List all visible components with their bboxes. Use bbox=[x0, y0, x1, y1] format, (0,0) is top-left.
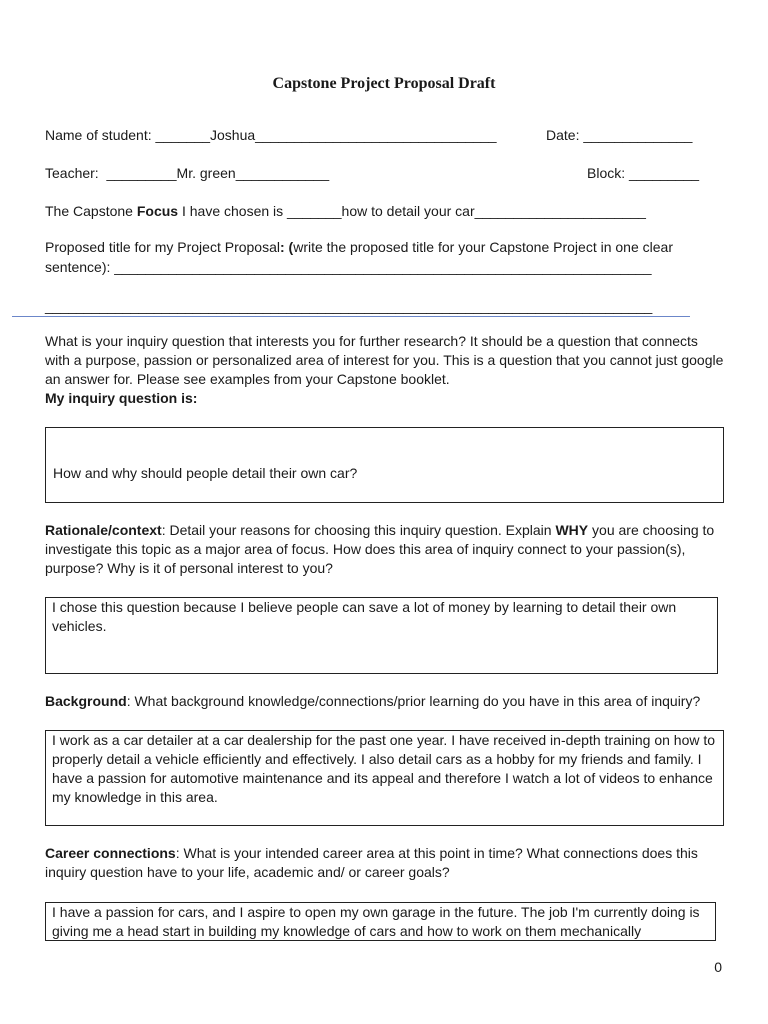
rationale-answer: I chose this question because I believe people can save a lot of money by learning to detail their own vehicles. bbox=[52, 599, 677, 634]
date-field[interactable]: ______________ bbox=[579, 127, 693, 143]
career-prompt bbox=[45, 844, 735, 882]
name-row bbox=[45, 126, 497, 145]
inquiry-prompt: What is your inquiry question that interests you for further research? It should be a question that connects with a purpose, passion or personalized area of interest for you. This is a question that you cannot just google an answer for. Please see examples from your Capstone booklet. bbox=[45, 333, 724, 387]
block-row bbox=[587, 164, 699, 183]
career-label: Career connections bbox=[45, 845, 176, 861]
career-answer-box[interactable] bbox=[45, 902, 716, 941]
rationale-why: WHY bbox=[555, 522, 589, 538]
background-prompt bbox=[45, 692, 735, 711]
rationale-prompt-b: you are choosing to investigate this topic as a major area of focus. How does this area of inquiry connect to your passion(s), purpose? Why is it of personal interest to you? bbox=[45, 522, 715, 576]
proposed-title-line-2[interactable]: ______________________________________________________________________________ bbox=[45, 298, 653, 314]
name-field[interactable]: _______Joshua_______________________________ bbox=[151, 127, 497, 143]
proposed-title-bold: : ( bbox=[280, 239, 294, 255]
page-number: 0 bbox=[714, 959, 722, 975]
focus-field[interactable]: I have chosen is _______how to detail your car______________________ bbox=[178, 203, 646, 219]
background-prompt-text: : What background knowledge/connections/prior learning do you have in this area of inquiry? bbox=[126, 693, 701, 709]
block-field[interactable]: _________ bbox=[625, 165, 700, 181]
background-label: Background bbox=[45, 693, 127, 709]
date-label: Date: bbox=[546, 127, 580, 143]
focus-line bbox=[45, 202, 646, 221]
date-row bbox=[546, 126, 692, 145]
focus-bold: Focus bbox=[136, 203, 179, 219]
name-label: Name of student: bbox=[45, 127, 152, 143]
background-answer-box[interactable] bbox=[45, 730, 724, 826]
teacher-row bbox=[45, 164, 329, 183]
teacher-field[interactable]: _________Mr. green____________ bbox=[98, 165, 330, 181]
block-label: Block: bbox=[587, 165, 626, 181]
document-title: Capstone Project Proposal Draft bbox=[272, 75, 496, 92]
career-answer: I have a passion for cars, and I aspire to open my own garage in the future. The job I'm currently doing is giving me a head start in building my knowledge of cars and how to work on them mechanically bbox=[52, 904, 700, 939]
rationale-label: Rationale/context bbox=[45, 522, 162, 538]
proposed-title-prompt bbox=[45, 238, 735, 257]
rationale-answer-box[interactable] bbox=[45, 597, 718, 674]
focus-prefix: The Capstone bbox=[45, 203, 137, 219]
inquiry-answer: How and why should people detail their own car? bbox=[53, 465, 358, 481]
rationale-prompt-a: : Detail your reasons for choosing this inquiry question. Explain bbox=[161, 522, 556, 538]
career-prompt-text: : What is your intended career area at this point in time? What connections does this inquiry question have to your life, academic and/ or career goals? bbox=[45, 845, 698, 880]
section-divider bbox=[12, 316, 690, 317]
proposed-title-text: Proposed title for my Project Proposal bbox=[45, 239, 280, 255]
teacher-label: Teacher: bbox=[45, 165, 99, 181]
proposed-title-line-1[interactable]: sentence): _____________________________________________________________________ bbox=[45, 259, 652, 275]
inquiry-answer-box[interactable] bbox=[45, 427, 724, 503]
proposed-title-text-2: write the proposed title for your Capstone Project in one clear bbox=[293, 239, 673, 255]
inquiry-label: My inquiry question is: bbox=[45, 390, 198, 406]
background-answer: I work as a car detailer at a car dealership for the past one year. I have received in-depth training on how to properly detail a vehicle efficiently and effectively. I also detail cars as a hobby for my friends and family. I have a passion for automotive maintenance and its appeal and therefore I watch a lot of videos to enhance my knowledge in this area. bbox=[52, 732, 716, 805]
rationale-prompt bbox=[45, 521, 725, 578]
